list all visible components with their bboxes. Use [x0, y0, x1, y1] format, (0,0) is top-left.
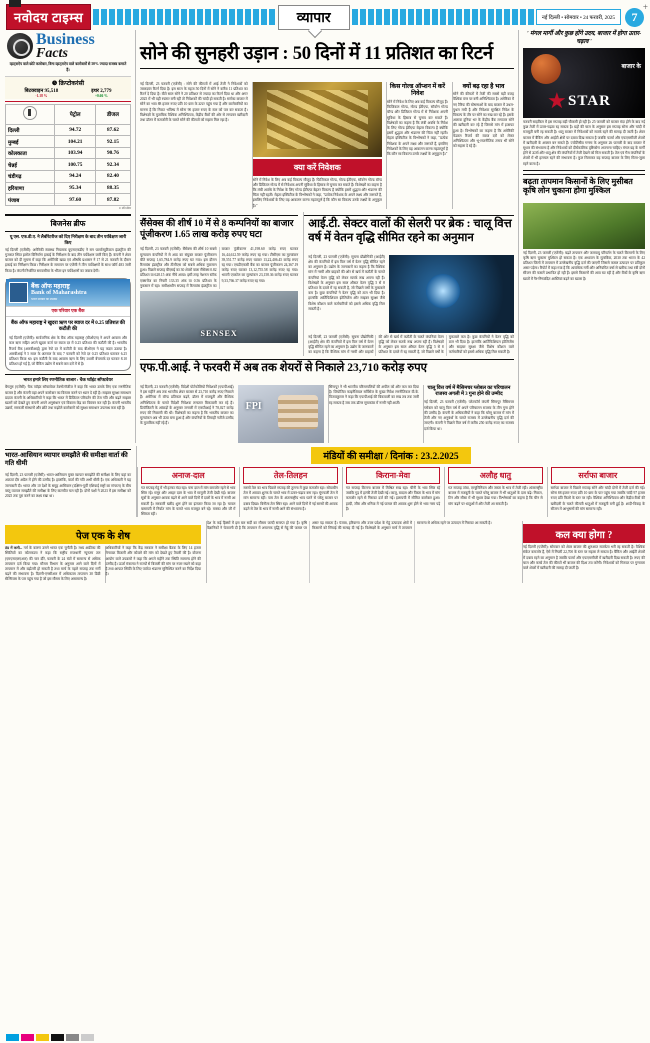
- mandi-body-sarrafa: सर्राफा बाजार में पिछले सप्ताह सोने और चांदी दोनों में तेजी दर्ज की गई। सोना 88 हजार रुपए प्रति 10 ग्राम के पार पहुंच गया जबकि चांदी 97 हजार रुपए प्रति किलो के स्तर पर रही। वैश्विक अनिश्चितता और केंद्रीय बैंकों की खरीदारी के चलते कीमती धातुओं में मजबूती बनी हुई है। शादी-विवाह के सीजन में आभूषणों की मांग सामान्य रही।: [550, 485, 646, 511]
- mandi-head-sarrafa: सर्राफा बाजार: [551, 467, 645, 484]
- biz-brief-item-body: नई दिल्ली (एजेंसी): अमेरिकी स्वास्थ्य नियामक यूएसएफडीए ने सन फार्मास्युटिकल इंडस्ट्रीज की गुजरात स्थित हलोल विनिर्माण इकाई के निरीक्षण के बाद तीन पर्यवेक्षण जारी किए हैं। कंपनी ने शेयर बाजार को दी सूचना में कहा कि अमेरिकी खाद्य एवं औषधि प्रशासन ने 17 से 21 फरवरी के दौरान इकाई का निरीक्षण किया। निरीक्षण के समापन पर एजेंसी ने तीन पर्यवेक्षणों के साथ फॉर्म 483 जारी किया है। कंपनी निर्धारित समयसीमा के भीतर इन पर्यवेक्षणों का जवाब देगी।: [5, 247, 131, 273]
- it-salary-body-left: नई दिल्ली, 23 फरवरी (एजेंसी): सूचना प्रौद्योगिकी (आईटी) क्षेत्र की कंपनियों में इस वित्त वर्ष में वेतन वृद्धि सीमित रहने का अनुमान है। उद्योग के जानकारों का कहना है कि वैश्विक मांग में नरमी और ग्राहकों की ओर से खर्च में कटौती के चलते कंपनियां वेतन वृद्धि को लेकर सतर्क रुख अपना रही हैं। विशेषज्ञों के अनुसार इस साल औसत वेतन वृद्धि 5 से 8 प्रतिशत के दायरे में रह सकती है, जो पिछले वर्षों के मुकाबले कम है। कुछ कंपनियों ने वेतन वृद्धि को टाल भी दिया है। हालांकि आर्टिफिशियल इंटेलिजेंस और साइबर सुरक्षा जैसे विशेष कौशल वाले कर्मचारियों को इससे अधिक वृद्धि मिल सकती है।: [308, 254, 385, 311]
- crypto-value: 95,518: [44, 88, 59, 94]
- page-one-rest-band: [0, 517, 650, 582]
- gold-option-heading: किस गोल्ड ऑप्शन में करें निवेश: [389, 82, 446, 98]
- kal-kya-hoga-body: नई दिल्ली (एजेंसी): सोमवार को शेयर बाजार की शुरुआत सतर्कता भरी रह सकती है। वैश्विक संकेत कमजोर हैं, ऐसे में निफ्टी 22,700 के स्तर पर सहारा ले सकता है। बैंकिंग और आईटी शेयरों में दबाव रहने का अनुमान है जबकि फार्मा और एफएमसीजी में खरीदारी दिख सकती है। रुपए की चाल और कच्चे तेल की कीमतें भी बाजार की दिशा तय करेंगी। निवेशकों को गिरावट पर गुणवत्ता वाले शेयरों में खरीदारी की सलाह दी जाती है।: [523, 545, 645, 571]
- biz-brief-item-headline: यू एस. एफ.डी.ए. ने लैबोरेटरीज को दिए निरीक्षण के बाद तीन पर्यवेक्षण जारी किए: [9, 233, 127, 245]
- stripe-decoration-right: [352, 9, 534, 25]
- bazar-star-body: फरवरी साइकिल में इस सप्ताह बड़ी चौकसी हो रही है। 25 फरवरी को बाजार मंदा होने के बाद नई कुछ तेजी में उतार-चढ़ाव रह सकता है। ग्रहों की चाल के अनुसार इस सप्ताह सोना और चांदी में मजबूती बनी रह सकती है। धातु बाजार में निवेशकों को सतर्क रहने की सलाह दी जाती है। शेयर बाजार में बैंकिंग और आईटी क्षेत्रों पर दबाव दिख सकता है जबकि फार्मा और एफएमसीजी शेयरों में खरीदारी के अवसर बन सकते हैं। ज्योतिषीय गणना के अनुसार 26 फरवरी के बाद बाजार में सुधार की संभावना है और निवेशकों को दीर्घकालिक दृष्टिकोण अपनाना चाहिए। मंगल ग्रह के मार्गी होने से ऊर्जा और धातु क्षेत्र की कंपनियों में तेजी देखने को मिल सकती है। तेल एवं गैस कंपनियों के शेयरों में भी हलचल रहने की संभावना है। कुल मिलाकर यह सप्ताह बाजार के लिए मिला-जुला रहने वाला है।: [523, 120, 645, 166]
- bank-article-headline: बैंक ऑफ महाराष्ट्र ने खुदरा ऋण पर ब्याज दर में 0.25 प्रतिशत की कटौती की: [11, 320, 125, 333]
- fuel-pump-icon: [6, 105, 55, 125]
- table-row: चेन्नई 100.75 92.34: [6, 159, 131, 171]
- checkpoint-body: बेंगलुरु (एजेंसी): चैक प्वॉइंट सॉफ्टवेयर टेक्नोलॉजीज ने कहा कि भारत उसके लिए एक रणनीतिक बाजार है और कंपनी यहां अपने कारोबार का विस्तार करने पर ध्यान दे रही है। साइबर सुरक्षा समाधान प्रदाता कंपनी के अधिकारियों ने कहा कि भारत में डिजिटल परिवर्तन की तेज गति और बढ़ते साइबर खतरों को देखते हुए कंपनी अपने अनुसंधान एवं विकास केंद्र का विस्तार कर रही है। कंपनी भारतीय उद्यमों, सरकारी संस्थानों और छोटे तथा मझोले कारोबारों को सुरक्षा समाधान उपलब्ध करा रही है।: [5, 385, 131, 411]
- kal-kya-hoga-heading: कल क्या होगा ?: [523, 524, 645, 543]
- color-bar: [21, 1034, 34, 1041]
- it-salary-article: [303, 212, 514, 356]
- gold-story-col2: [252, 82, 382, 209]
- publication-logo: [6, 4, 91, 30]
- mandi-body-dhatu: गत सप्ताह तांबा, एल्युमिनियम और जस्ता के भाव में तेजी रही। अंतरराष्ट्रीय बाजार में मजबूती के चलते घरेलू बाजार में भी धातुओं के दाम बढ़े। निकल, टिन और सीसा में भी सुधार देखा गया। विश्लेषकों का कहना है कि चीन से मांग बढ़ने पर धातुओं में और तेजी आ सकती है।: [448, 485, 543, 506]
- brain-icon: [7, 33, 33, 59]
- bazar-star-quote: ' मंगल मार्गी और कुछ होंगे उदय, बाजार में होगा उतार-चढ़ाव ': [526, 31, 642, 45]
- bank-name-sub: भारत सरकार का उपक्रम: [31, 296, 58, 301]
- it-salary-headline: आई.टी. सेक्टर वालों की सेलरी पर ब्रेक : चालू वित्त वर्ष में वेतन वृद्धि सीमित रहने का अनुमान: [304, 215, 514, 246]
- table-row: चंडीगढ़ 94.24 82.40: [6, 171, 131, 183]
- page-number-badge: 7: [625, 8, 644, 27]
- fpi-article: [140, 359, 514, 443]
- table-header-row: [6, 105, 131, 125]
- bank-name-english: Bank of Maharashtra: [31, 290, 87, 297]
- investor-banner: क्या करें निवेशक: [253, 159, 382, 176]
- it-network-image: [389, 255, 514, 333]
- bank-emblem-icon: [9, 282, 28, 303]
- sensex-article: [140, 212, 298, 356]
- crypto-name: इथर: [91, 88, 99, 94]
- gold-story-col1-body: नई दिल्ली, 23 फरवरी (एजेंसी) : सोने की कीमतों में आई तेजी ने निवेशकों को जबरदस्त रिटर्न दिया है। इस साल के महज 50 दिनों में सोने ने करीब 11 प्रतिशत का रिटर्न दे दिया है। बीते साल सोने ने 20 प्रतिशत से ज्यादा का रिटर्न दिया था और अगर 2025 में भी यही रफ्तार बनी रही तो निवेशकों की चांदी हो सकती है। सर्राफा बाजार में सोने का भाव 88 हजार रुपए प्रति 10 ग्राम के ऊपर पहुंच गया है और कारोबारियों का मानना है कि निकट भविष्य में सोना 90 हजार रुपए के स्तर को पार कर सकता है। विशेषज्ञों के मुताबिक वैश्विक अनिश्चितता, केंद्रीय बैंकों की ओर से लगातार खरीदारी तथा डॉलर में कमजोरी के चलते सोने की कीमतों को सहारा मिल रहा है।: [140, 81, 248, 122]
- mandi-column: [444, 467, 542, 517]
- table-row: कोलकाता 103.94 90.76: [6, 147, 131, 159]
- page-one-rest-label: ठंड में कमी...: [5, 546, 23, 551]
- sensex-body: नई दिल्ली, 23 फरवरी (एजेंसी): सैंसेक्स की शीर्ष 10 सबसे मूल्यवान कंपनियों में से आठ का संयुक्त बाजार पूंजीकरण बीते सप्ताह 1,65,784.9 करोड़ रुपए घट गया। इस दौरान रिलायंस इंडस्ट्रीज और टीसीएस को सबसे अधिक नुकसान हुआ। पिछले सप्ताह बीएसई का 30 शेयरों वाला सैंसेक्स 0.82 प्रतिशत या 628.15 अंक नीचे आया। इसी तरह नेशनल स्टॉक एक्सचेंज का निफ्टी 133.35 अंक या 0.56 प्रतिशत के नुकसान में रहा। समीक्षाधीन सप्ताह में रिलायंस इंडस्ट्रीज का बाजार पूंजीकरण 41,198.60 करोड़ रुपए घटकर 16,44,612.59 करोड़ रुपए रह गया। टीसीएस का मूल्यांकन 39,551.77 करोड़ रुपए घटकर 13,22,406.45 करोड़ रुपए रह गया। एचडीएफसी बैंक का बाजार पूंजीकरण 24,367.19 करोड़ रुपए घटकर 13,12,755.58 करोड़ रुपए रह गया। भारती एयरटेल का मूल्यांकन 23,158.36 करोड़ रुपए घटकर 9,33,766.37 करोड़ रुपए रह गया।: [140, 247, 299, 288]
- divider: [5, 101, 131, 103]
- page-one-rest-heading: पेज एक के शेष: [5, 525, 201, 544]
- bank-tagline: एक परिवार एक बैंक: [6, 306, 130, 317]
- main-column: [135, 30, 514, 443]
- fpi-body-2: सिंगापुर ने भी भारतीय परिसम्पत्तियों की अपील को और कम कर दिया है। जियोजित फाइनेंशियल सर्विसेज के मुख्य निवेश रणनीतिकार वी.के. विजयकुमार ने कहा कि एफपीआई की बिकवाली का रुख तब तक जारी रह सकता है जब तक डॉलर सूचकांक में नरमी नहीं आती।: [328, 385, 419, 443]
- price-reason-body: सोने की कीमतों में तेजी की सबसे बड़ी वजह वैश्विक स्तर पर बनी अनिश्चितता है। अमेरिका में नए टैरिफ की घोषणाओं के बाद बाजार में उथल-पुथल मची है और निवेशक सुरक्षित निवेश के विकल्प के तौर पर सोने का रुख कर रहे हैं। इसके अलावा दुनिया भर के केंद्रीय बैंक लगातार सोने की खरीदारी कर रहे हैं जिससे मांग में इजाफा हुआ है। विश्लेषकों का कहना है कि अमेरिकी फेडरल रिजर्व की ब्याज दरों को लेकर अनिश्चितता और भू-राजनीतिक तनाव भी सोने को सहारा दे रहे हैं।: [452, 92, 514, 149]
- rupee-body: नई दिल्ली, 23 फरवरी (एजेंसी): प्लेटफॉर्म कंपनी सिंगापुर मैसिमचर ग्लोबल को चालू वित्त वर्ष में अपने परिचालन राजस्व के तीन गुना होने की उम्मीद है। कंपनी के अधिकारियों ने कहा कि घरेलू बाजार में मांग में तेजी और नए अनुबंधों के चलते राजस्व में उल्लेखनीय वृद्धि दर्ज की जाएगी। कंपनी ने पिछले वित्त वर्ष में करीब 250 करोड़ रुपए का राजस्व दर्ज किया था।: [423, 400, 514, 431]
- price-reason-heading: क्यों बढ़ रहा है भाव: [462, 82, 505, 90]
- fuel-price-table: [5, 104, 131, 206]
- bank-article-body: नई दिल्ली (एजेंसी): सार्वजनिक क्षेत्र के बैंक ऑफ महाराष्ट्र (बीओएम) ने अपने आवास और कार ऋण सहित अपने खुदरा कर्ज पर ब्याज दर में 0.25 प्रतिशत की कटौती की है। भारतीय रिजर्व बैंक (आरबीआई) द्वारा रेपो दर में कटौती के बाद बीओएम ने यह कदम उठाया है। आरबीआई ने 5 साल के अंतराल के बाद 7 फरवरी को रेपो दर 0.25 प्रतिशत घटाकर 6.25 प्रतिशत किया था। इस कटौती के बाद आवास ऋण के लिए उधारी बेंचमार्क दर घटकर 8.10 प्रतिशत हो गई है, जो बैंकिंग उद्योग में सबसे कम दरों में से है।: [9, 336, 127, 367]
- gold-story-col4: [452, 82, 514, 209]
- kal-kya-hoga: [522, 521, 645, 582]
- fuel-note: रु. प्रति लीटर: [119, 206, 131, 210]
- color-bar: [6, 1034, 19, 1041]
- farmer-headline: बढ़ता तापमान किसानों के लिए मुसीबत कृषि लोन चुकाना होगा मुश्किल: [523, 174, 645, 196]
- column-header-diesel: डीजल: [95, 105, 130, 125]
- crypto-item: [25, 88, 59, 98]
- crypto-coin-icon: ❺: [51, 80, 58, 87]
- mars-planet-icon: [531, 54, 561, 84]
- color-bar: [51, 1034, 64, 1041]
- star-icon: ★: [547, 88, 567, 113]
- left-column: [5, 30, 131, 443]
- farmer-body: नई दिल्ली, 23 फरवरी (एजेंसी): बढ़ते तापमान और जलवायु परिवर्तन के चलते किसानों के लिए कृषि ऋण चुकाना मुश्किल हो सकता है। एक अध्ययन के मुताबिक, 2030 तक भारत के 42 प्रतिशत जिलों में तापमान में उल्लेखनीय वृद्धि दर्ज की जाएगी जिससे फसल उत्पादन पर प्रतिकूल असर पड़ेगा। रिपोर्ट में कहा गया है कि अत्यधिक गर्मी और अनियमित वर्षा से खरीफ तथा रबी दोनों सीजन की फसलें प्रभावित हो रही हैं। इससे किसानों की आय घट रही है और बैंकों के कृषि ऋण खातों में गैर-निष्पादित आस्तियां बढ़ने का खतरा है।: [523, 250, 645, 281]
- color-bar: [36, 1034, 49, 1041]
- main-headline: सोने की सुनहरी उड़ान : 50 दिनों में 11 प्रतिशत का रिटर्न: [140, 42, 514, 69]
- mandi-head-dhatu: अलौह धातु: [448, 467, 542, 484]
- fpi-body-1: नई दिल्ली, 23 फरवरी (एजेंसी): विदेशी पोर्टफोलियो निवेशकों (एफपीआई) ने इस महीने अब तक भारतीय शेयर बाजार से 23,710 करोड़ रुपए निकाले हैं। अमेरिका में बॉन्ड प्रतिफल बढ़ने, डॉलर में मजबूती और वैश्विक अनिश्चितता के चलते विदेशी निवेशक लगातार बिकवाली कर रहे हैं। डिपॉजिटरी के आंकड़ों के अनुसार जनवरी में एफपीआई ने 78,027 करोड़ रुपए की निकासी की थी। विशेषज्ञों का कहना है कि भारतीय बाजार का मूल्यांकन अब भी ऊंचा बना हुआ है और कंपनियों के तिमाही नतीजे उम्मीद के मुताबिक नहीं रहे हैं।: [140, 384, 234, 426]
- color-registration-bars: [6, 1034, 94, 1041]
- sensex-headline: सैंसेक्स की शीर्ष 10 में से 8 कम्पनियों का बाजार पूंजीकरण 1.65 लाख करोड़ रुपए घटा: [140, 215, 298, 240]
- gold-story-col2-body: सोने में निवेश के लिए अब कई विकल्प मौजूद हैं। फिजिकल गोल्ड, गोल्ड ईटीएफ, सॉवरेन गोल्ड बॉन्ड और डिजिटल गोल्ड में से निवेशक अपनी सुविधा के हिसाब से चुनाव कर सकते हैं। विशेषज्ञों का कहना है कि लंबी अवधि के निवेश के लिए गोल्ड ईटीएफ बेहतर विकल्प है क्योंकि इसमें शुद्धता और भंडारण की चिंता नहीं रहती। मेहता इक्विटीज के विश्लेषकों ने कहा, "प्रत्येक निवेशक के अपने लक्ष्य और जरूरतें हैं, इसलिए निवेशकों के लिए यह आकलन करना महत्वपूर्ण है कि कौन सा विकल्प उनके लक्ष्यों के अनुकूल है।": [252, 177, 382, 208]
- page-one-rest-col2: अधिकारियों ने कहा कि केंद्र सरकार ने समीक्षा बैठक के लिए 14 हजार मेगावाट बिजली और कोयले की मांग को देखते हुए तैयारी की है। योजना आयोग वाले उपक्रमों ने कहा कि अगले महीने तक स्थिति सामान्य होने की उम्मीद है। ऊर्जा मंत्रालय ने राज्यों से बिजली की मांग पर नजर रखने को कहा है तथा आपात स्थिति के लिए पर्याप्त भंडारण सुनिश्चित करने का निर्देश दिया है।: [105, 546, 202, 582]
- crypto-value: 2,779: [100, 88, 112, 94]
- stripe-decoration-left: [93, 9, 275, 25]
- crypto-heading: ❺ क्रिप्टोकरंसी: [51, 80, 85, 87]
- crypto-change: +0.66 %: [94, 93, 108, 98]
- fpi-headline: एफ.पी.आई. ने फरवरी में अब तक शेयरों से निकाले 23,710 करोड़ रुपए: [140, 359, 514, 376]
- biz-brief-heading: बिजनेस ब्रीफ: [5, 214, 131, 232]
- business-facts-fact: व्हाट्सऐप वाले छोटे कारोबार, बिना व्हाट्सऐप वाले कारोबारों से 50% ज्यादा राजस्व कमाते हैं।: [9, 62, 127, 73]
- color-bar: [81, 1034, 94, 1041]
- mandi-column: [547, 467, 645, 517]
- right-column: [518, 30, 645, 443]
- masthead: [0, 0, 650, 30]
- mandi-head-kirana: किराना-मेवा: [346, 467, 440, 484]
- table-row: पंजाब 97.60 87.82: [6, 194, 131, 206]
- registration-cross-icon: +: [642, 2, 648, 12]
- logo-square-icon: [9, 0, 21, 7]
- section-tab: व्यापार: [278, 5, 350, 30]
- page-one-rest-col1: ठंड में कमी... गर्म के कारण उसने भारत एक चुनौती है। मध्य अफ्रीका की स्थितियों का कोलकाता ने कहा कि राष्ट्रीय राजधानी न्यूनतम तल (एमएसएलएआर) की चार दौरे, फरवरी के 24 घंटों में सामान्य से अधिक तापमान दर्ज किया गया। मौसम विभाग के अनुसार आने वाले दिनों में तापमान में और बढ़ोतरी हो सकती है तथा मार्च के पहले सप्ताह तक गर्मी बढ़ने की संभावना है। दिल्ली-एनसीआर में अधिकतम तापमान 30 डिग्री सेल्सियस के पार पहुंच गया है जो इस मौसम के लिए असामान्य है।: [5, 546, 101, 582]
- crypto-change: -1.18 %: [35, 93, 48, 98]
- table-row: हरियाणा 95.34 88.35: [6, 182, 131, 194]
- bazar-star-logo-line2: STAR: [568, 93, 611, 109]
- gold-story-col1: [140, 82, 248, 209]
- mandi-body-anaj: गत सप्ताह गेहूं में भी हल्का मंदा रहा। चना दाल में मांग कमजोर रहने से भाव स्थिर रहे। मसूर और अरहर दाल के भाव में मामूली तेजी देखी गई। बाजार सूत्रों के अनुसार आवक बढ़ने से आने वाले दिनों में दालों के भाव में नरमी आ सकती है। सरकारी खरीद शुरू होने का इंतजार किया जा रहा है। चावल बासमती में निर्यात मांग के चलते भाव मजबूत बने रहे। मक्का और जौ में स्थिरता रही।: [141, 485, 236, 516]
- asean-headline: भारत-आसियान व्यापार समझौते की समीक्षा वार्ता की गति धीमी: [5, 449, 131, 468]
- crop-field-image: [523, 203, 645, 249]
- table-row: मुम्बई 104.21 92.15: [6, 136, 131, 148]
- mandi-column: [342, 467, 440, 517]
- mandi-title: मंडियों की समीक्षा / दिनांक : 23.2.2025: [311, 447, 470, 464]
- page-one-rest: [5, 521, 201, 582]
- bazar-star-image: [523, 48, 645, 118]
- page-one-rest-col3: देश के कई हिस्सों में इस बार सर्दी का मौसम जल्दी समाप्त हो गया है। कृषि वैज्ञानिकों ने चेतावनी दी है कि तापमान में अचानक वृद्धि से गेहूं की फसल पर असर पड़ सकता है। पंजाब, हरियाणा और उत्तर प्रदेश के गेहूं उत्पादक क्षेत्रों में किसानों को सिंचाई की सलाह दी गई है। विशेषज्ञों के अनुसार मार्च में तापमान सामान्य से अधिक रहने पर उत्पादन में गिरावट आ सकती है।: [206, 521, 517, 582]
- it-salary-body-cols: नई दिल्ली, 23 फरवरी (एजेंसी): सूचना प्रौद्योगिकी (आईटी) क्षेत्र की कंपनियों में इस वित्त वर्ष में वेतन वृद्धि सीमित रहने का अनुमान है। उद्योग के जानकारों का कहना है कि वैश्विक मांग में नरमी और ग्राहकों की ओर से खर्च में कटौती के चलते कंपनियां वेतन वृद्धि को लेकर सतर्क रुख अपना रही हैं। विशेषज्ञों के अनुसार इस साल औसत वेतन वृद्धि 5 से 8 प्रतिशत के दायरे में रह सकती है, जो पिछले वर्षों के मुकाबले कम है। कुछ कंपनियों ने वेतन वृद्धि को टाल भी दिया है। हालांकि आर्टिफिशियल इंटेलिजेंस और साइबर सुरक्षा जैसे विशेष कौशल वाले कर्मचारियों को इससे अधिक वृद्धि मिल सकती है।: [308, 334, 514, 355]
- page-body: [0, 30, 650, 443]
- divider: [523, 170, 645, 171]
- column-header-petrol: पेट्रोल: [55, 105, 96, 125]
- gold-story-col3: [386, 82, 448, 209]
- business-facts-title: Business: [36, 31, 95, 48]
- color-bar: [66, 1034, 79, 1041]
- rupee-article: [423, 385, 514, 443]
- gold-option-body: सोने में निवेश के लिए अब कई विकल्प मौजूद हैं। फिजिकल गोल्ड, गोल्ड ईटीएफ, सॉवरेन गोल्ड बॉन्ड और डिजिटल गोल्ड में से निवेशक अपनी सुविधा के हिसाब से चुनाव कर सकते हैं। विशेषज्ञों का कहना है कि लंबी अवधि के निवेश के लिए गोल्ड ईटीएफ बेहतर विकल्प है क्योंकि इसमें शुद्धता और भंडारण की चिंता नहीं रहती। मेहता इक्विटीज के विश्लेषकों ने कहा, "प्रत्येक निवेशक के अपने लक्ष्य और जरूरतें हैं, इसलिए निवेशकों के लिए यह आकलन करना महत्वपूर्ण है कि कौन सा विकल्प उनके लक्ष्यों के अनुकूल है।": [386, 100, 448, 157]
- mandi-column: [137, 467, 235, 517]
- fpi-coins-image: [238, 385, 324, 443]
- mandi-head-anaj: अनाज-दाल: [141, 467, 235, 484]
- mandi-section: [136, 446, 645, 517]
- dateline: नई दिल्ली • सोमवार • 24 फरवरी, 2025: [536, 9, 621, 25]
- checkpoint-headline: भारत हमारे लिए रणनीतिक बाजार : चैक प्वॉइंट सॉफ्टवेयर: [5, 374, 131, 385]
- table-row: दिल्ली 94.72 87.62: [6, 124, 131, 136]
- asean-body: नई दिल्ली, 23 फरवरी (एजेंसी): भारत-आसियान मुक्त व्यापार समझौते की समीक्षा के लिए यहां का आठवां दौर अप्रैल में होने की उम्मीद है। हालांकि, वार्ता की गति अभी धीमी है। एक अधिकारी ने यह जानकारी दी। भारत और 10 देशों के समूह आसियान (दक्षिण-पूर्वी एशियाई राष्ट्रों का संगठन) के बीच वस्तु व्यापार समझौते की समीक्षा के लिए बातचीत चल रही है। दोनों पक्षों ने 2023 में इस समीक्षा को 2025 तक पूरा करने का लक्ष्य रखा था।: [5, 473, 131, 499]
- asean-article: [5, 446, 131, 517]
- business-facts-subtitle-word: Facts: [36, 46, 68, 62]
- crypto-widget: [5, 76, 131, 99]
- mandi-column: [239, 467, 337, 517]
- bank-ad: [5, 278, 131, 372]
- gold-bars-image: [253, 82, 382, 157]
- bank-name-hindi: बैंक ऑफ महाराष्ट्र: [31, 282, 70, 290]
- mandi-body-tel: सरसों तेल का भाव पिछले सप्ताह की तुलना में कुछ कमजोर रहा। सोयाबीन तेल में आयात शुल्क के चलते भाव में उतार-चढ़ाव बना रहा। मूंगफली तेल में मांग सामान्य रही। पाम तेल के अंतरराष्ट्रीय भाव घटने से घरेलू बाजार पर दबाव दिखा। बिनौला तेल स्थिर रहा। आने वाले दिनों में नई सरसों की आवक बढ़ने से तेल के भाव में नरमी आने की संभावना है।: [243, 485, 338, 511]
- business-facts-widget: [5, 30, 131, 210]
- logo-latin-name: [37, 0, 73, 1]
- logo-text: नवोदय टाइम्स: [14, 10, 84, 25]
- mandi-head-tel: तेल-तिलहन: [243, 467, 337, 484]
- rupee-headline: चालू वित्त वर्ष में मैसिमचर ग्लोबल का परिचालन राजस्व अगली में 3 गुना होने की उम्मीद: [427, 385, 511, 398]
- crypto-name: बिटक्वाइन: [24, 88, 44, 94]
- lower-band: [0, 443, 650, 517]
- sensex-building-image: [140, 291, 298, 343]
- mandi-body-kirana: गत सप्ताह किराना बाजार में मिश्रित रुख रहा। चीनी के भाव स्थिर रहे जबकि गुड़ में हल्की तेजी देखी गई। काजू, बादाम और पिस्ता के भाव में मांग कमजोर रहने से गिरावट दर्ज की गई। इलायची में सीमित कारोबार हुआ। हल्दी, जीरा और धनिया में नई फसल की आवक शुरू होने से भाव नरम पड़े हैं।: [345, 485, 441, 511]
- crypto-item: [91, 88, 111, 98]
- bazar-star-logo-line1: बाजार के: [621, 64, 641, 70]
